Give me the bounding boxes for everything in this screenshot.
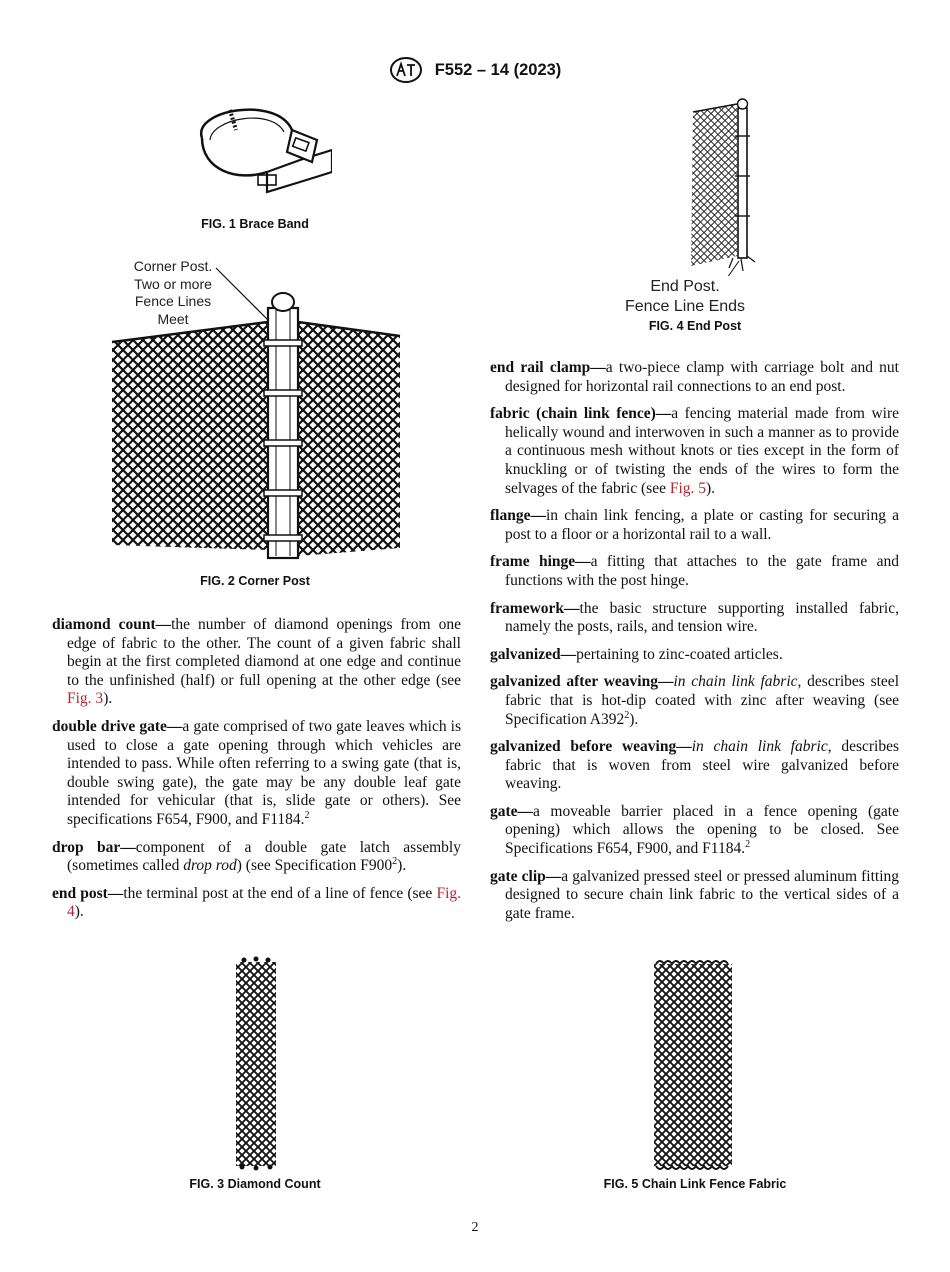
fig2-callout-line: Fence Lines: [134, 293, 212, 309]
definition-frame-hinge: frame hinge—a fitting that attaches to the gate frame and functions with the post hinge.: [490, 553, 900, 589]
definition-fabric: fabric (chain link fence)—a fencing material made from wire helically wound and interwoven in such a manner as to provide a continuous mesh without knots or ties except in the form of knuckling or of twisting the ends of the wires to form the selvages of the fabric (see Fig. 5).: [490, 405, 899, 497]
fig2-callout-line: Two or more: [134, 275, 212, 292]
definition-galvanized: galvanized—pertaining to zinc-coated articles.: [490, 645, 783, 663]
fig4-link[interactable]: Fig. 4: [67, 884, 462, 921]
fig2-callout-line: Corner Post.: [133, 258, 213, 274]
fig1-caption: FIG. 1 Brace Band: [201, 217, 309, 231]
page-number: 2: [471, 1220, 479, 1235]
definition-galvanized-before-weaving: galvanized before weaving—in chain link fabric, describes fabric that is woven from steel wire galvanized before weaving.: [490, 738, 900, 793]
definition-gate: gate—a moveable barrier placed in a fence opening (gate opening) which allows the opening to be closed. See Specifications F654, F900, and F1184.$^2$: [490, 802, 899, 858]
fig2-corner-post-drawing: [108, 260, 408, 565]
page-header: [0, 56, 950, 84]
definition-double-drive-gate: double drive gate—a gate comprised of two gate leaves which is used to close a gate opening through which vehicles are intended to pass. While often referring to a swing gate (that is, double swing gate), the gate may be any double leaf gate intended for vehicular (that is, slide gate or others). See specifications F654, F900, and F1184.$^2$: [52, 717, 461, 828]
left-column: [52, 616, 461, 931]
fig4-caption: FIG. 4 End Post: [648, 319, 742, 333]
document-title: F552 – 14 (2023): [434, 60, 562, 79]
fig4-callout-line: Fence Line Ends: [624, 298, 746, 315]
definition-gate-clip: gate clip—a galvanized pressed steel or pressed aluminum fitting designed to secure chain link fabric to the vertical sides of a gate frame.: [490, 867, 900, 922]
definition-flange: flange—in chain link fencing, a plate or casting for securing a post to a floor or a horizontal rail to a wall.: [490, 507, 899, 543]
fig2-callout-line: Meet: [157, 310, 189, 327]
definition-end-rail-clamp: end rail clamp—a two-piece clamp with carriage bolt and nut designed for horizontal rail connections to an end post.: [490, 359, 899, 395]
fig4-callout: [615, 277, 755, 317]
definition-framework: framework—the basic structure supporting installed fabric, namely the posts, rails, and tension wire.: [490, 599, 899, 636]
definition-diamond-count: diamond count—the number of diamond openings from one edge of fabric to the other. The count of a given fabric shall begin at the first completed diamond at one edge and continue to the unfinished (half) or full opening at the other edge (see Fig. 3).: [52, 616, 461, 708]
fig5-chain-link-fabric-drawing: [650, 958, 736, 1172]
fig4-end-post-drawing: [683, 96, 763, 276]
fig3-diamond-count-drawing: [230, 955, 282, 1173]
definition-galvanized-after-weaving: galvanized after weaving—in chain link fabric, describes steel fabric that is hot-dip coated with zinc after weaving (see Specification $A392^2$).: [490, 673, 899, 728]
fig5-link[interactable]: Fig. 5: [669, 479, 707, 497]
definition-drop-bar: drop bar—component of a double gate latch assembly (sometimes called drop rod) (see Specification $F900^2$).: [52, 838, 461, 875]
astm-logo-icon: [389, 56, 423, 84]
fig2-caption: FIG. 2 Corner Post: [200, 574, 310, 588]
fig1-brace-band-drawing: [182, 100, 332, 210]
fig4-callout-line: End Post.: [650, 278, 720, 295]
definition-end-post: end post—the terminal post at the end of a line of fence (see Fig. 4).: [52, 884, 462, 921]
fig3-caption: FIG. 3 Diamond Count: [189, 1177, 321, 1191]
right-column: [490, 359, 899, 932]
fig5-caption: FIG. 5 Chain Link Fence Fabric: [603, 1177, 787, 1191]
fig3-link[interactable]: Fig. 3: [67, 690, 104, 708]
